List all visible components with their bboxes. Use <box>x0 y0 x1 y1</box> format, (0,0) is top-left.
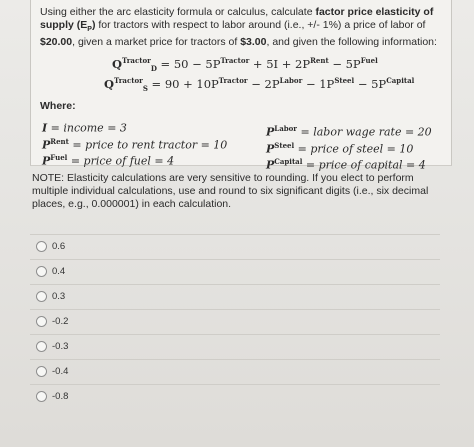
answer-option-label: -0.8 <box>52 390 69 402</box>
definition-row: $P^{Labor}$ = labor wage rate = 20 <box>266 124 432 139</box>
definition-row: $P^{Fuel}$ = price of fuel = 4 <box>42 153 175 168</box>
definition-row: I = income = 3 <box>42 121 127 135</box>
where-label: Where: <box>40 100 76 112</box>
answer-option[interactable] <box>30 284 440 307</box>
answer-option-label: -0.2 <box>52 315 69 327</box>
answer-option[interactable] <box>30 359 440 382</box>
radio-button-icon[interactable] <box>36 291 47 302</box>
definition-row: $P^{Capital}$ = price of capital = 4 <box>266 157 426 172</box>
answer-option-label: 0.4 <box>52 265 66 277</box>
rounding-note: NOTE: Elasticity calculations are very sensitive to rounding. If you elect to perform multiple individual calculations, use and round to six significant digits (i.e., six decimal places, e.g., 0.000001) in each calculation. <box>32 172 429 210</box>
radio-button-icon[interactable] <box>36 266 47 277</box>
radio-button-icon[interactable] <box>36 341 47 352</box>
definition-row: $P^{Rent}$ = price to rent tractor = 10 <box>42 136 228 152</box>
answer-option-label: -0.3 <box>52 340 69 352</box>
answer-option[interactable] <box>30 259 440 282</box>
answer-option[interactable] <box>30 234 440 257</box>
answer-option[interactable] <box>30 309 440 332</box>
radio-button-icon[interactable] <box>36 241 47 252</box>
answer-option-label: 0.3 <box>52 290 66 302</box>
supply-equation: $Q^{Tractor}_S = 90 + 10P^{Tractor} - 2P^{Labor} - 1P^{Steel} - 5P^{Capital}$ <box>104 76 415 94</box>
answer-option[interactable] <box>30 384 440 407</box>
answer-option-label: 0.6 <box>52 240 66 252</box>
radio-button-icon[interactable] <box>36 366 47 377</box>
definition-row: $P^{Steel}$ = price of steel = 10 <box>266 140 414 156</box>
answer-option[interactable] <box>30 334 440 357</box>
radio-button-icon[interactable] <box>36 391 47 402</box>
demand-equation: $Q^{Tractor}_D = 50 - 5P^{Tractor} + 5I + 2P^{Rent} - 5P^{Fuel}$ <box>112 56 378 74</box>
question-intro: Using either the arc elasticity formula or calculus, calculate factor price elasticity of supply $(E_P)$ for tractors with respect to labor around (i.e., +/- 1%) a price of labor of $20.00, given a market price for tractors of $3.00, and given the following information: <box>40 6 437 49</box>
radio-button-icon[interactable] <box>36 316 47 327</box>
answer-option-label: -0.4 <box>52 365 69 377</box>
